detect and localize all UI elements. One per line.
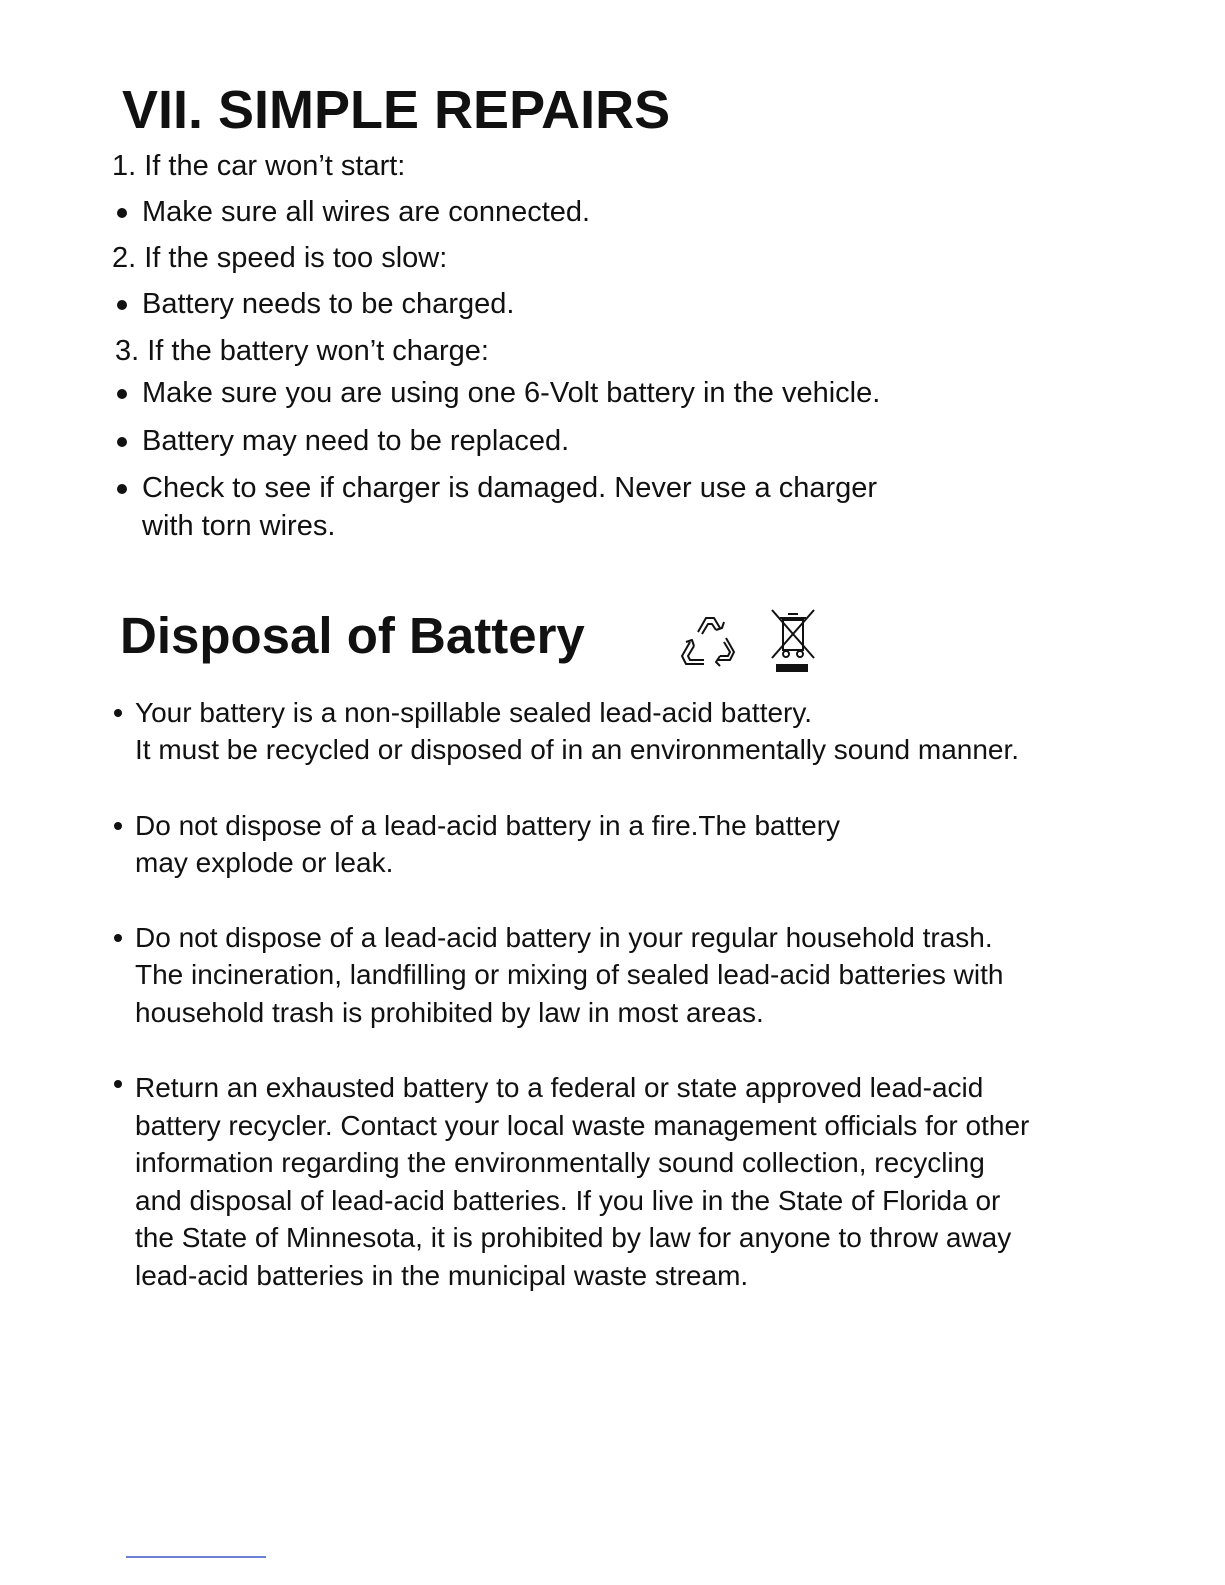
section-title-disposal: Disposal of Battery	[120, 607, 585, 664]
disposal-para-2-line-1: Do not dispose of a lead-acid battery in a fire.The battery	[135, 810, 841, 841]
bin-underline-bar	[776, 664, 808, 672]
repair-item-2-bullet: Battery needs to be charged.	[142, 288, 515, 320]
disposal-para-4-line-2: battery recycler. Contact your local waste management officials for other	[135, 1110, 1030, 1141]
disposal-para-4-line-3: information regarding the environmentally sound collection, recycling	[135, 1147, 985, 1178]
section-title-simple-repairs: VII. SIMPLE REPAIRS	[122, 80, 671, 140]
bullet-icon	[114, 709, 122, 717]
disposal-para-4-line-4: and disposal of lead-acid batteries. If you live in the State of Florida or	[135, 1185, 1001, 1216]
bullet-icon	[117, 437, 127, 447]
bullet-icon	[114, 1080, 122, 1088]
disposal-para-4-line-6: lead-acid batteries in the municipal waste stream.	[135, 1260, 749, 1291]
disposal-para-4-line-5: the State of Minnesota, it is prohibited by law for anyone to throw away	[135, 1222, 1012, 1253]
repair-item-3-bullet-2: Battery may need to be replaced.	[142, 425, 570, 457]
bullet-icon	[117, 300, 127, 310]
repair-item-3-bullet-3-line-2: with torn wires.	[142, 510, 336, 542]
disposal-icons	[672, 606, 822, 676]
disposal-para-4-line-1: Return an exhausted battery to a federal or state approved lead-acid	[135, 1072, 984, 1103]
recycle-icon	[672, 610, 744, 676]
disposal-para-1-line-1: Your battery is a non-spillable sealed lead-acid battery.	[135, 697, 813, 728]
disposal-para-2-line-2: may explode or leak.	[135, 847, 394, 878]
bullet-icon	[114, 822, 122, 830]
bullet-icon	[117, 484, 127, 494]
footer-rule	[126, 1556, 266, 1558]
disposal-para-1-line-2: It must be recycled or disposed of in an environmentally sound manner.	[135, 734, 1020, 765]
disposal-para-3-line-2: The incineration, landfilling or mixing of sealed lead-acid batteries with	[135, 959, 1004, 990]
crossed-out-wheelie-bin-icon	[768, 606, 818, 664]
bullet-icon	[117, 389, 127, 399]
disposal-para-3-line-3: household trash is prohibited by law in most areas.	[135, 997, 764, 1028]
disposal-para-3-line-1: Do not dispose of a lead-acid battery in your regular household trash.	[135, 922, 993, 953]
repair-item-3-bullet-3-line-1: Check to see if charger is damaged. Never use a charger	[142, 472, 878, 504]
bullet-icon	[114, 934, 122, 942]
repair-item-1: 1. If the car won’t start:	[112, 150, 406, 182]
repair-item-3-bullet-1: Make sure you are using one 6-Volt battery in the vehicle.	[142, 377, 881, 409]
repair-item-1-bullet: Make sure all wires are connected.	[142, 196, 591, 228]
repair-item-3: 3. If the battery won’t charge:	[115, 335, 489, 367]
bullet-icon	[117, 208, 127, 218]
repair-item-2: 2. If the speed is too slow:	[112, 242, 448, 274]
